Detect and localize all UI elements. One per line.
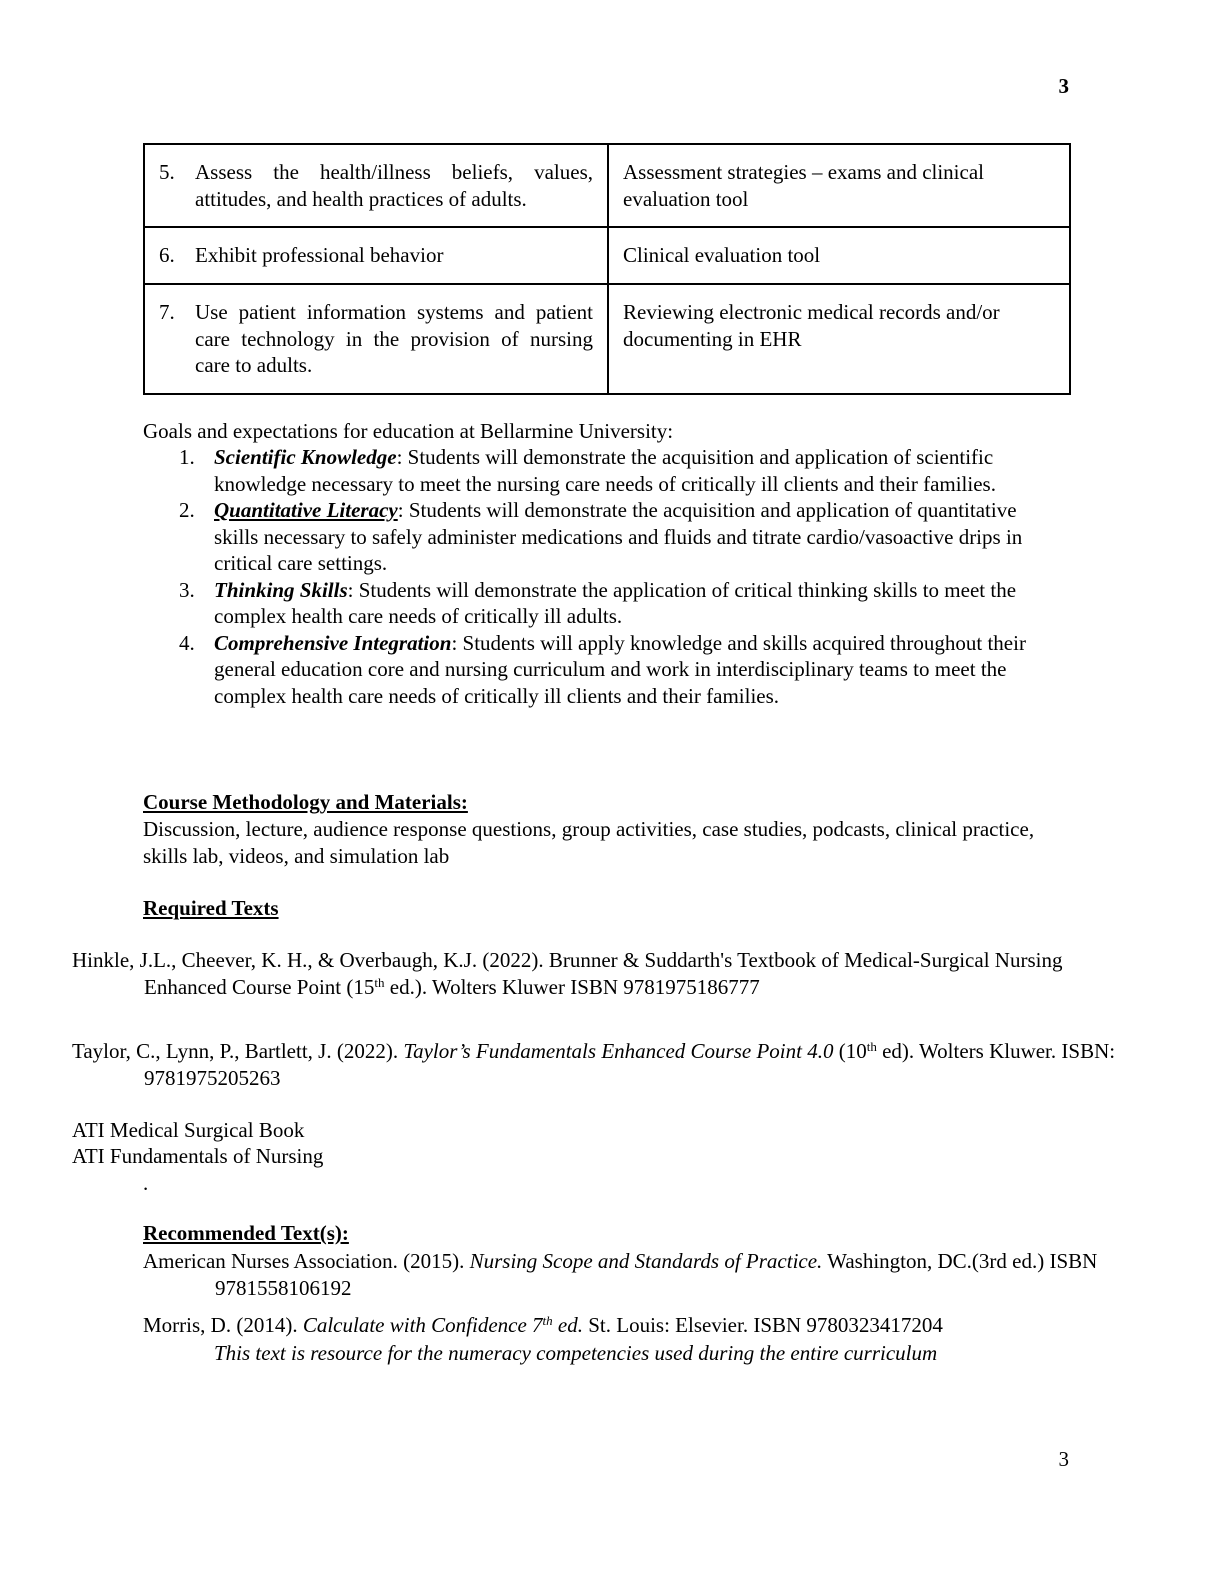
recommended-reference-morris [143,1312,1135,1339]
objective-text: Assess the health/illness beliefs, values, attitudes, and health practices of adults. [195,160,593,211]
methodology-text: Discussion, lecture, audience response questions, group activities, case studies, podcasts, clinical practice, skills lab, videos, and simulation lab [143,817,1035,868]
page-number-top: 3 [1058,74,1069,98]
goal-number: 3. [179,577,195,602]
goals-list [143,444,1063,709]
reference-text: Washington, DC.(3rd ed.) ISBN 9781558106192 [215,1249,1098,1300]
reference-title: Nursing Scope and Standards of Practice. [469,1249,823,1273]
superscript: th [374,974,385,990]
superscript: th [542,1313,553,1328]
methodology-heading: Course Methodology and Materials: [143,790,468,814]
recommended-reference-ana [143,1248,1135,1301]
superscript: th [866,1039,877,1054]
goal-number: 4. [179,630,195,655]
method-cell: Assessment strategies – exams and clinical evaluation tool [608,144,1070,227]
list-item [143,497,1063,577]
ati-book-medsurg: ATI Medical Surgical Book [72,1118,305,1142]
list-item [143,630,1063,710]
objective-cell [144,144,608,227]
objective-number: 7. [159,300,175,324]
recommended-texts-heading: Recommended Text(s): [143,1221,349,1245]
table-row [144,144,1070,227]
reference-text: Hinkle, J.L., Cheever, K. H., & Overbaugh, K.J. (2022). Brunner & Suddarth's Textbook of Medical-Surgical Nursing Enhanced Course Point (15 [72,948,1063,999]
reference-text: ed.). Wolters Kluwer ISBN 9781975186777 [384,974,760,999]
goal-text: : Students will demonstrate the application of critical thinking skills to meet the complex health care needs of critically ill adults. [214,577,1017,628]
reference-text: (10 [833,1039,867,1063]
objective-text: Use patient information systems and patient care technology in the provision of nursing care to adults. [195,300,593,377]
required-texts-heading: Required Texts [143,896,279,920]
reference-title: Taylor’s Fundamentals Enhanced Course Point 4.0 [403,1039,834,1063]
objective-number: 5. [159,160,175,184]
reference-text: ed). Wolters Kluwer. ISBN: 9781975205263 [144,1039,1116,1090]
goal-title: Comprehensive Integration [214,630,452,655]
page-number-bottom: 3 [1058,1447,1069,1471]
objectives-table [143,143,1071,395]
goal-text: : Students will demonstrate the acquisition and application of quantitative skills necessary to safely administer medications and fluids and titrate cardio/vasoactive drips in critical care settings. [214,498,1023,575]
goal-title: Scientific Knowledge [214,445,397,469]
goal-title: Thinking Skills [214,577,348,602]
table-row [144,227,1070,284]
reference-note: This text is resource for the numeracy competencies used during the entire curriculum [214,1341,938,1365]
reference-text: Morris, D. (2014). [143,1313,303,1337]
reference-title: ed. [552,1313,583,1337]
goal-number: 1. [179,445,195,469]
goal-number: 2. [179,498,195,522]
goals-intro: Goals and expectations for education at Bellarmine University: [143,419,674,443]
table-row [144,284,1070,394]
method-cell: Clinical evaluation tool [608,227,1070,284]
goal-text: : Students will demonstrate the acquisition and application of scientific knowledge necessary to meet the nursing care needs of critically ill clients and their families. [214,445,996,496]
reference-text: American Nurses Association. (2015). [143,1249,470,1273]
reference-title: Calculate with Confidence 7 [302,1313,543,1337]
list-item [143,577,1063,630]
method-cell: Reviewing electronic medical records and/or documenting in EHR [608,284,1070,394]
required-reference-taylor [72,1038,1144,1091]
objective-text: Exhibit professional behavior [195,243,444,267]
ati-book-fundamentals: ATI Fundamentals of Nursing [72,1144,324,1168]
objective-cell [144,284,608,394]
goal-text: : Students will apply knowledge and skills acquired throughout their general education core and nursing curriculum and work in interdisciplinary teams to meet the complex health care needs of critically ill clients and their families. [214,630,1026,708]
goal-title: Quantitative Literacy [214,498,398,522]
required-reference-hinkle [72,947,1144,1000]
objective-number: 6. [159,243,175,267]
reference-text: St. Louis: Elsevier. ISBN 9780323417204 [583,1313,943,1337]
stray-dot: . [143,1171,149,1195]
objective-cell [144,227,608,284]
reference-text: Taylor, C., Lynn, P., Bartlett, J. (2022). [72,1039,404,1063]
list-item [143,444,1063,497]
